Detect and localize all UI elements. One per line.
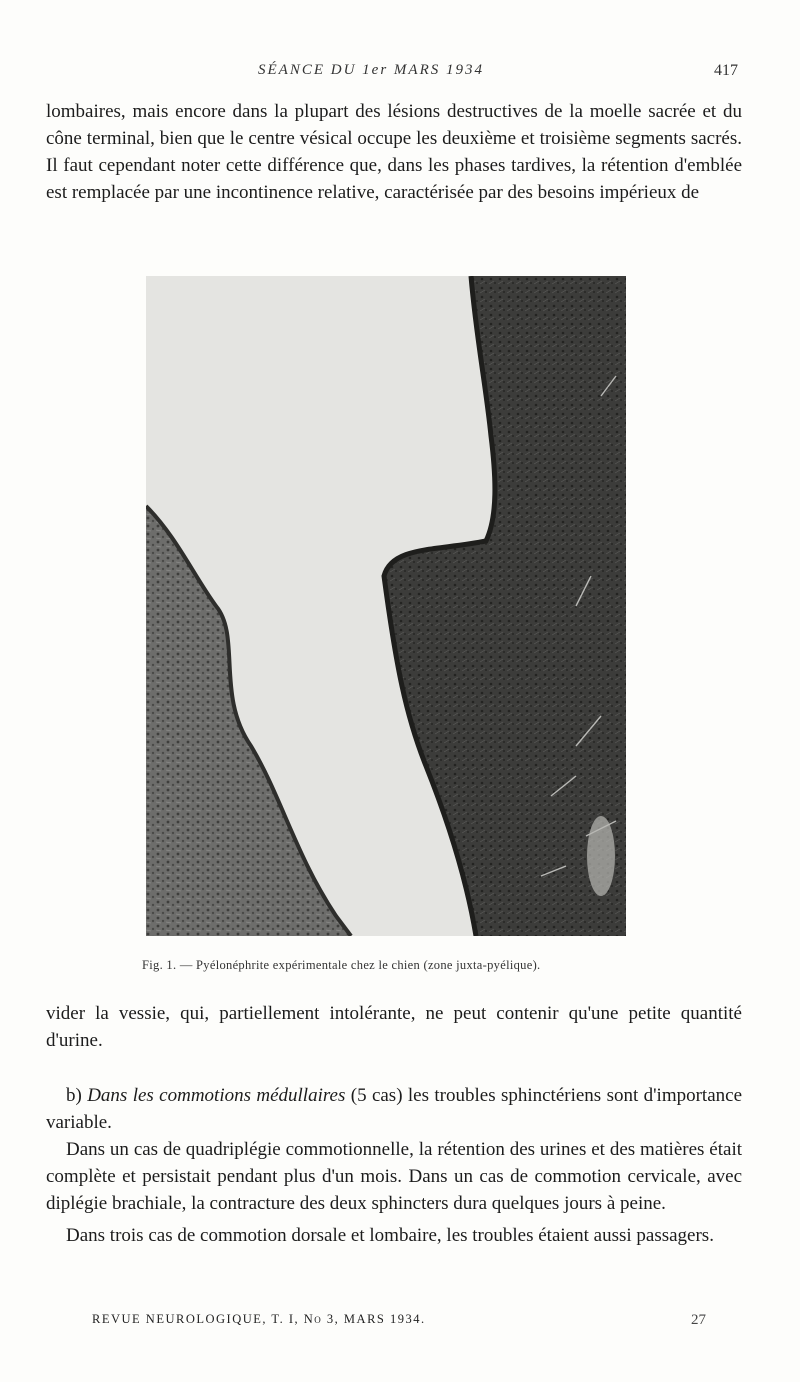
page-number: 417 xyxy=(714,62,738,79)
paragraph-4: Dans un cas de quadriplégie commotionnelle, la rétention des urines et des matières était complète et persistait pendant plus d'un mois. Dans un cas de commotion cervicale, avec diplégie brachiale, la contracture des deux sphincters dura quelques jours à peine. xyxy=(46,1139,742,1214)
paragraph-3 xyxy=(46,1082,742,1136)
footer-journal: REVUE NEUROLOGIQUE, T. I, No 3, MARS 1934. xyxy=(92,1312,426,1326)
paragraph-3-lead: b) xyxy=(66,1085,88,1106)
histology-photo-image xyxy=(146,276,626,936)
paragraph-3-rest: (5 cas) les troubles sphinctériens sont d'importance variable. xyxy=(46,1085,743,1133)
paragraph-1: lombaires, mais encore dans la plupart des lésions destructives de la moelle sacrée et du cône terminal, bien que le centre vésical occupe les deuxième et troisième segments sacrés. Il faut cependant noter cette différence que, dans les phases tardives, la rétention d'emblée est remplacée par une incontinence relative, caractérisée par des besoins impérieux de xyxy=(46,101,742,203)
running-title: SÉANCE DU 1er MARS 1934 xyxy=(258,62,484,78)
page-footer xyxy=(0,1312,800,1334)
histology-photo xyxy=(146,276,626,936)
footer-signature: 27 xyxy=(691,1312,706,1328)
running-head xyxy=(0,62,800,86)
paragraph-3-heading: Dans les commotions médullaires xyxy=(87,1085,346,1106)
paragraph-5: Dans trois cas de commotion dorsale et lombaire, les troubles étaient aussi passagers. xyxy=(66,1225,714,1246)
paragraph-2: vider la vessie, qui, partiellement intolérante, ne peut contenir qu'une petite quantité d'urine. xyxy=(46,1003,742,1051)
figure-caption: Fig. 1. — Pyélonéphrite expérimentale chez le chien (zone juxta-pyélique). xyxy=(142,958,541,972)
